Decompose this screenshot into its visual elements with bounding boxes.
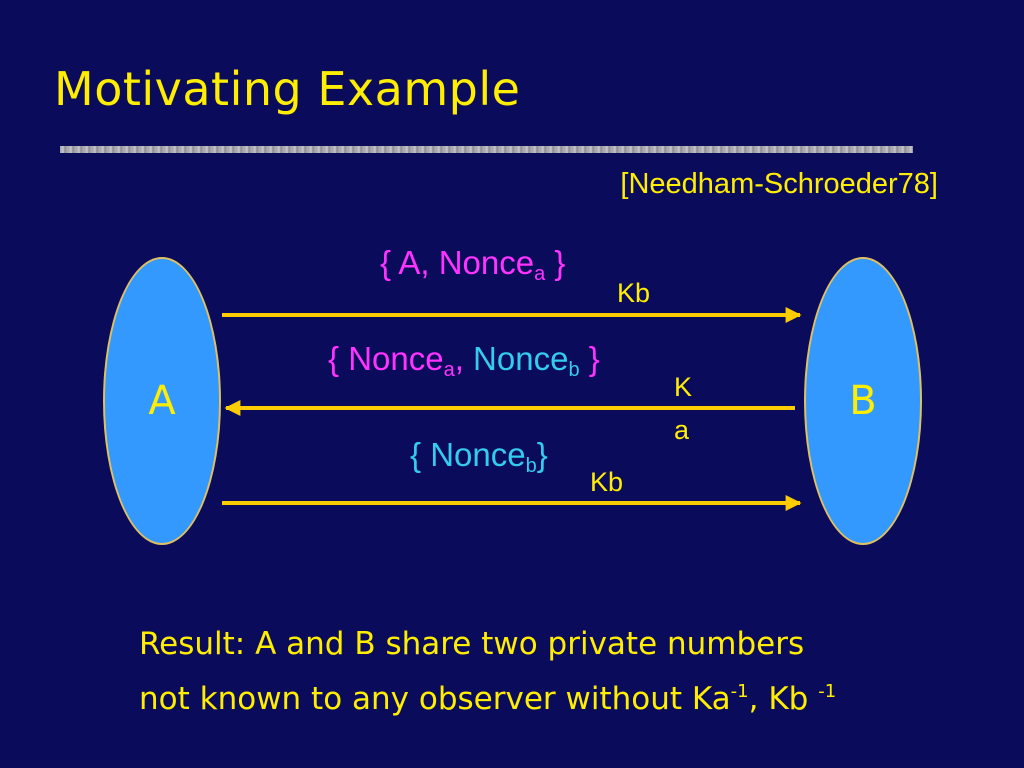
message-1 xyxy=(380,244,565,286)
message-1-close: } xyxy=(545,244,566,281)
message-2-sub2: b xyxy=(568,359,580,381)
result-line-2 xyxy=(139,668,836,723)
result-line-2-mid: , Kb xyxy=(748,681,819,717)
message-1-sub: a xyxy=(534,263,546,285)
message-3-key: Kb xyxy=(590,467,624,497)
message-2-open: { Nonce xyxy=(328,340,444,377)
result-sup-2: -1 xyxy=(818,681,837,702)
party-b-label: B xyxy=(849,378,877,424)
party-a-label: A xyxy=(148,378,176,424)
result-text xyxy=(139,620,836,723)
message-2-sub1: a xyxy=(443,359,455,381)
result-line-2-pre: not known to any observer without Ka xyxy=(139,681,731,717)
citation: [Needham-Schroeder78] xyxy=(620,168,938,200)
message-2-key-line2: a xyxy=(674,415,690,445)
message-2-comma: , xyxy=(454,340,464,377)
result-line-1: Result: A and B share two private numbers xyxy=(139,626,805,662)
message-3 xyxy=(410,436,548,478)
message-2-key-line1: K xyxy=(674,372,693,402)
result-sup-1: -1 xyxy=(730,681,749,702)
message-2-close: } xyxy=(579,340,600,377)
message-2-mid: Nonce xyxy=(463,340,569,377)
message-1-key: Kb xyxy=(617,278,651,308)
slide-title: Motivating Example xyxy=(54,62,521,116)
message-3-open: { Nonce xyxy=(410,436,526,473)
message-3-sub: b xyxy=(525,455,537,477)
message-3-close: } xyxy=(536,436,548,473)
message-1-open: { A, Nonce xyxy=(380,244,535,281)
message-2 xyxy=(328,340,600,382)
